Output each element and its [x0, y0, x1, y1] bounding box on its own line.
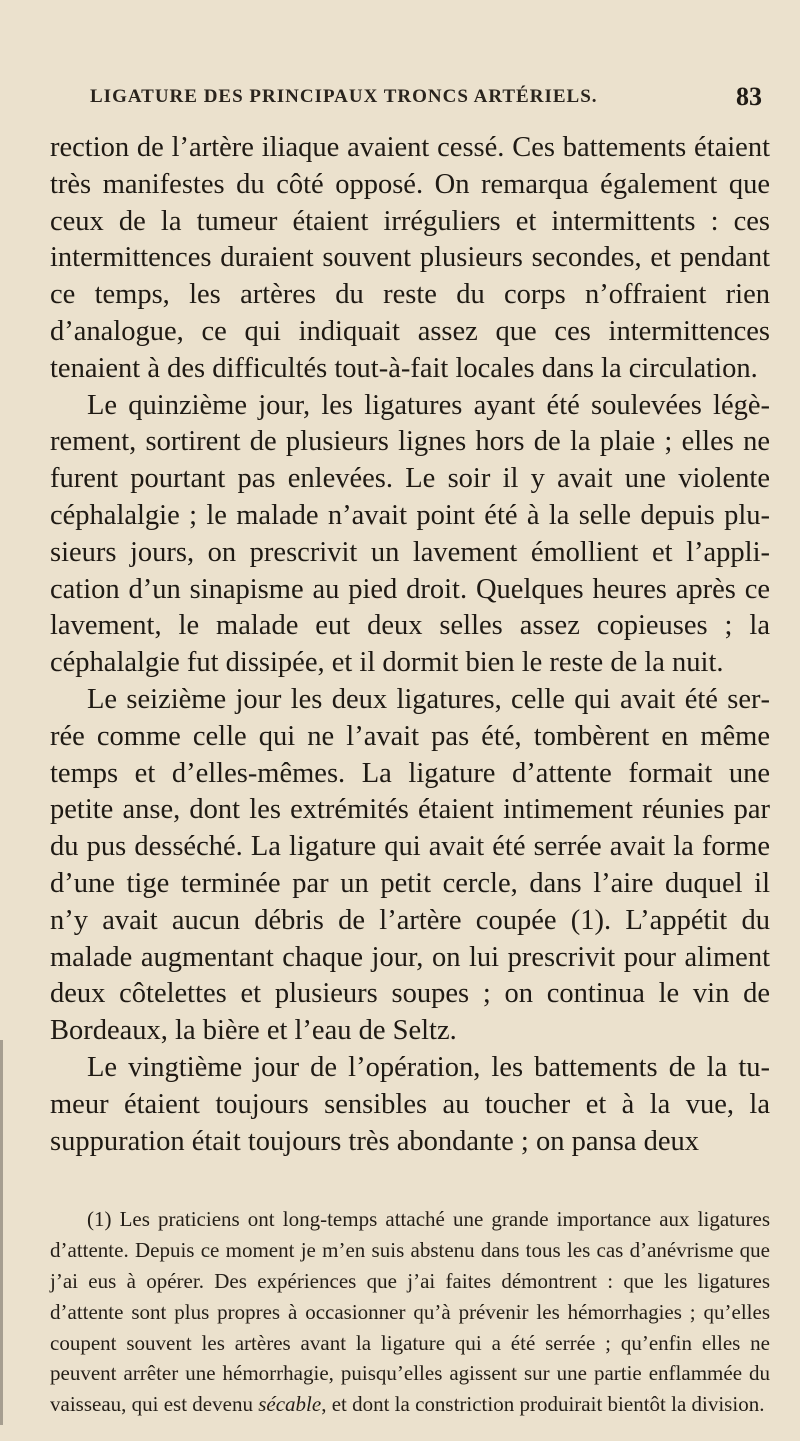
paragraph-3: Le seizième jour les deux ligatures, celle qui avait été serrée comme celle qui ne l’avait pas été, tombèrent en même temps et d’elles-mêmes. La ligature d’attente formait une petite anse, dont les extrémités étaient intimement réunies par du pus desséché. La ligature qui avait été serrée avait la forme d’une tige terminée par un petit cercle, dans l’aire duquel il n’y avait aucun débris de l’artère coupée (1). L’appétit du malade augmentant chaque jour, on lui prescrivit pour aliment deux côtelettes et plusieurs soupes ; on continua le vin de Bordeaux, la bière et l’eau de Seltz. [50, 683, 770, 1047]
running-head [50, 82, 770, 122]
paragraph-1: rection de l’artère iliaque avaient cessé. Ces battements étaient très manifestes du côté opposé. On remarqua également que ceux de la tumeur étaient irréguliers et intermittents : ces intermittences duraient souvent plusieurs secondes, et pendant ce temps, les artères du reste du corps n’offraient rien d’analogue, ce qui indiquait assez que ces intermittences tenaient à des difficultés tout-à-fait locales dans la circulation. [50, 132, 770, 384]
page-edge-shadow [0, 1040, 3, 1425]
paragraph-2: Le quinzième jour, les ligatures ayant été soulevées légèrement, sortirent de plusieurs lignes hors de la plaie ; elles ne furent pourtant pas enlevées. Le soir il y avait une violente céphalalgie ; le malade n’avait point été à la selle depuis plusieurs jours, on prescrivit un lavement émollient et l’application d’un sinapisme au pied droit. Quelques heures après ce lavement, le malade eut deux selles assez copieuses ; la céphalalgie fut dissipée, et il dormit bien le reste de la nuit. [50, 389, 770, 679]
paragraph-4: Le vingtième jour de l’opération, les battements de la tumeur étaient toujours sensibles au toucher et à la vue, la suppuration était toujours très abondante ; on pansa deux [50, 1051, 770, 1157]
footnote [50, 1204, 770, 1420]
page-number: 83 [736, 82, 762, 111]
book-page [50, 82, 770, 1441]
footnote-italic-word: sécable [258, 1392, 322, 1417]
body-text [50, 130, 770, 1160]
running-title: LIGATURE DES PRINCIPAUX TRONCS ARTÉRIELS. [90, 86, 598, 107]
footnote-text: (1) Les praticiens ont long-temps attaché une grande importance aux ligatures d’attente. Depuis ce moment je m’en suis abstenu dans tous les cas d’anévrisme que j’ai eus à opérer. Des expériences que j’ai faites démontrent : que les ligatures d’attente sont plus propres à occasionner qu’à prévenir les hémorrhagies ; qu’elles coupent souvent les artères avant la ligature qui a été serrée ; qu’enfin elles ne peuvent arrêter une hémorrhagie, puisqu’elles agissent sur une partie enflammée du vaisseau, qui est devenu [50, 1207, 770, 1417]
footnote-text-end: , et dont la constriction produirait bientôt la division. [321, 1392, 765, 1417]
